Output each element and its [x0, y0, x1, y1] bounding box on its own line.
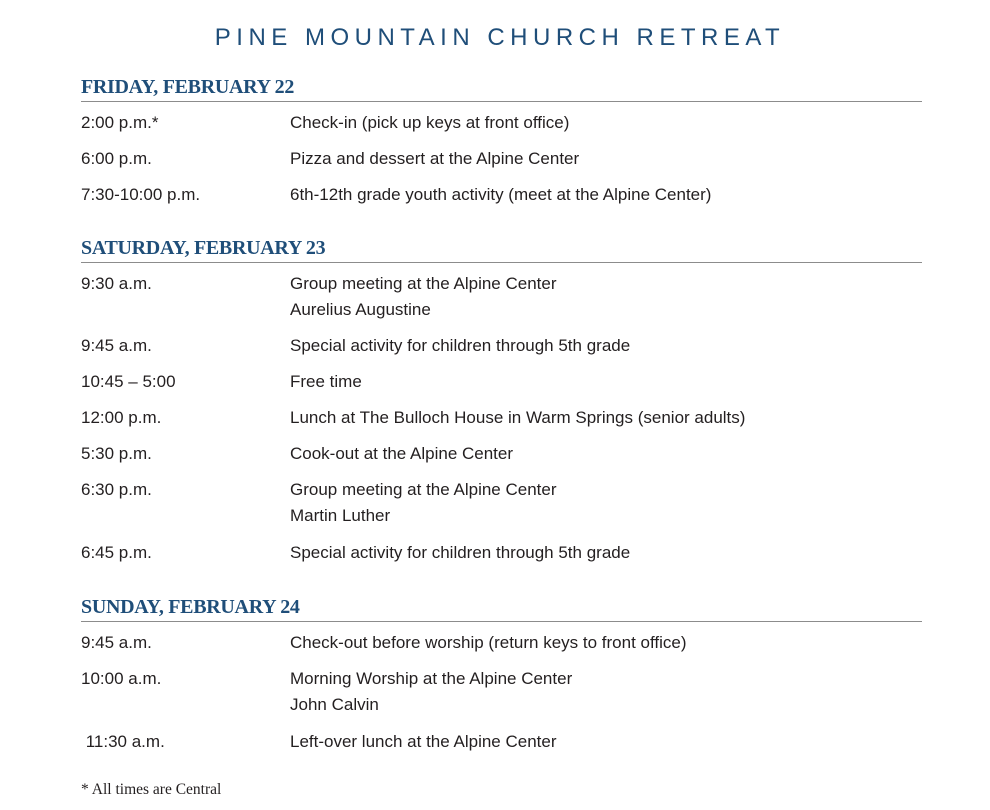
day-heading: FRIDAY, FEBRUARY 22 [81, 76, 922, 102]
day-section-sunday [81, 596, 922, 751]
row-event: Special activity for children through 5th grade [290, 336, 631, 355]
row-event: Group meeting at the Alpine Center [290, 274, 557, 293]
row-event: Check-out before worship (return keys to front office) [290, 633, 687, 652]
day-heading: SATURDAY, FEBRUARY 23 [81, 237, 922, 263]
row-event: 6th-12th grade youth activity (meet at the Alpine Center) [290, 185, 712, 204]
row-time: 7:30-10:00 p.m. [81, 185, 201, 204]
row-speaker: Aurelius Augustine [290, 300, 431, 319]
row-event: Cook-out at the Alpine Center [290, 444, 514, 463]
row-time: 9:30 a.m. [81, 274, 152, 293]
footnote: * All times are Central [81, 781, 222, 798]
row-time: 5:30 p.m. [81, 444, 152, 463]
row-time: 9:45 a.m. [81, 633, 152, 652]
row-event: Morning Worship at the Alpine Center [290, 669, 573, 688]
row-time: 12:00 p.m. [81, 408, 162, 427]
day-section-saturday [81, 237, 922, 562]
row-event: Special activity for children through 5th grade [290, 543, 631, 562]
row-time: 11:30 a.m. [81, 732, 165, 751]
row-speaker: John Calvin [290, 695, 379, 714]
row-event: Pizza and dessert at the Alpine Center [290, 149, 580, 168]
row-time: 6:30 p.m. [81, 480, 152, 499]
page-title: PINE MOUNTAIN CHURCH RETREAT [214, 24, 786, 51]
row-time: 10:00 a.m. [81, 669, 162, 688]
row-time: 10:45 – 5:00 [81, 372, 176, 391]
row-event: Group meeting at the Alpine Center [290, 480, 557, 499]
row-time: 6:45 p.m. [81, 543, 152, 562]
day-section-friday [81, 76, 922, 204]
row-time: 2:00 p.m.* [81, 113, 159, 132]
row-event: Check-in (pick up keys at front office) [290, 113, 570, 132]
row-speaker: Martin Luther [290, 506, 391, 525]
row-event: Lunch at The Bulloch House in Warm Springs (senior adults) [290, 408, 746, 427]
day-heading: SUNDAY, FEBRUARY 24 [81, 596, 922, 622]
row-event: Left-over lunch at the Alpine Center [290, 732, 557, 751]
row-time: 9:45 a.m. [81, 336, 152, 355]
row-event: Free time [290, 372, 362, 391]
row-time: 6:00 p.m. [81, 149, 152, 168]
